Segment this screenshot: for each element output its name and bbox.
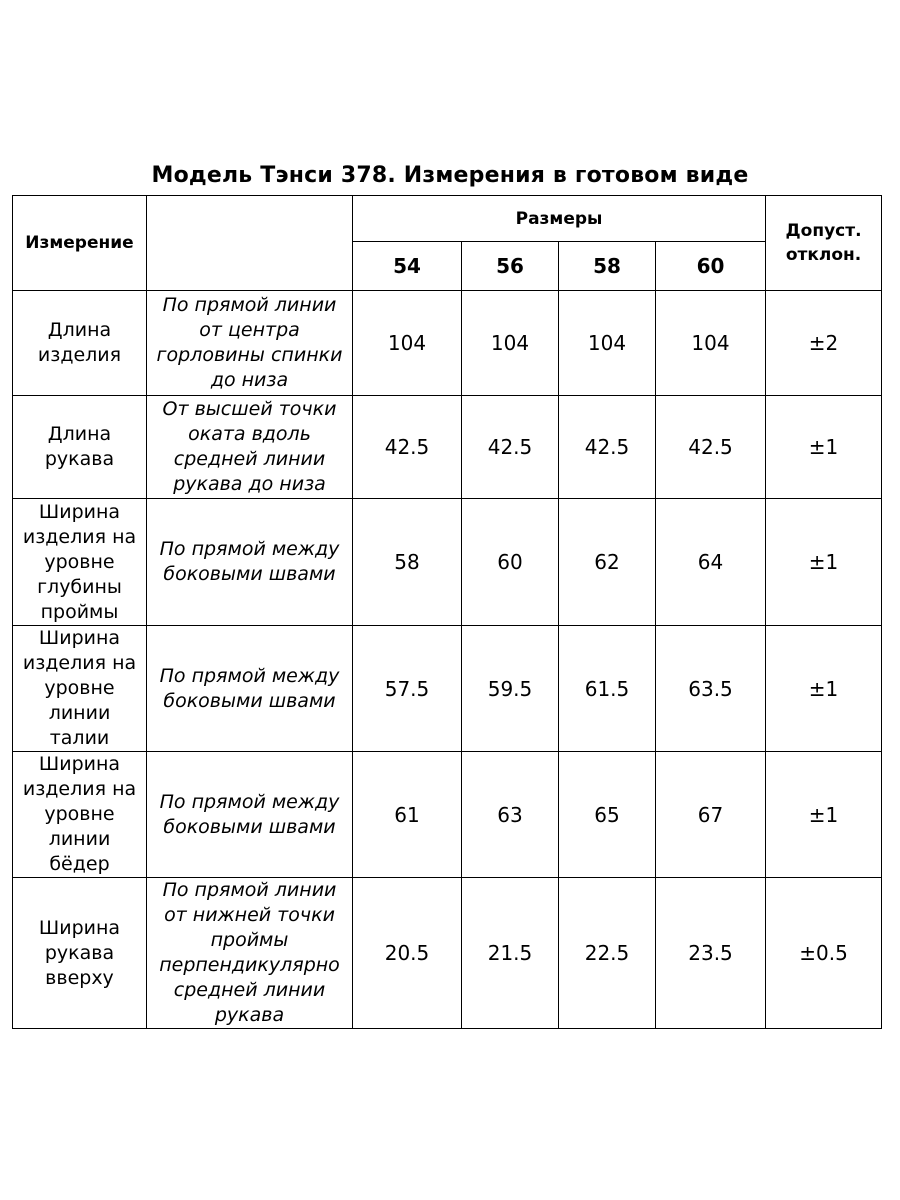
header-measurement: Измерение <box>13 196 147 291</box>
header-description <box>147 196 353 291</box>
header-tolerance-line1: Допуст. <box>785 221 862 241</box>
measurement-name-line: изделия на <box>22 652 137 674</box>
table-row <box>13 291 882 396</box>
size-value-54: 58 <box>353 499 462 626</box>
measurement-name-line: талии <box>49 727 110 749</box>
measurement-name <box>13 752 147 878</box>
size-value-54: 42.5 <box>353 396 462 499</box>
measurement-name-line: уровне <box>44 550 115 573</box>
measurement-description-line: оката вдоль <box>188 423 311 445</box>
measurement-name-line: линии <box>48 828 111 850</box>
tolerance-value: ±1 <box>766 752 882 878</box>
measurement-description-line: По прямой между <box>159 538 340 560</box>
measurement-name <box>13 396 147 499</box>
measurement-name <box>13 499 147 626</box>
table-row <box>13 626 882 752</box>
measurement-description-line: По прямой линии <box>162 879 337 901</box>
measurement-name-line: Ширина <box>38 916 121 939</box>
measurement-name-line: изделия <box>37 344 122 366</box>
measurement-description-line: от нижней точки <box>164 904 335 926</box>
size-value-58: 22.5 <box>559 878 656 1029</box>
table-row <box>13 752 882 878</box>
measurement-name-line: бёдер <box>49 853 110 875</box>
measurement-name-line: изделия на <box>22 525 137 548</box>
measurement-description <box>147 878 353 1029</box>
size-value-56: 60 <box>462 499 559 626</box>
measurement-name <box>13 626 147 752</box>
size-value-58: 65 <box>559 752 656 878</box>
size-value-58: 61.5 <box>559 626 656 752</box>
measurement-name <box>13 291 147 396</box>
header-size-60: 60 <box>656 242 766 291</box>
size-value-54: 104 <box>353 291 462 396</box>
header-sizes: Размеры <box>353 196 766 242</box>
size-value-56: 63 <box>462 752 559 878</box>
header-size-58: 58 <box>559 242 656 291</box>
header-tolerance <box>766 196 882 291</box>
table-row <box>13 499 882 626</box>
header-tolerance-line2: отклон. <box>785 245 862 265</box>
header-size-54: 54 <box>353 242 462 291</box>
header-size-56: 56 <box>462 242 559 291</box>
measurement-name-line: Длина <box>47 319 112 341</box>
tolerance-value: ±0.5 <box>766 878 882 1029</box>
size-value-58: 62 <box>559 499 656 626</box>
size-value-56: 59.5 <box>462 626 559 752</box>
measurement-name-line: рукава <box>44 941 115 964</box>
size-value-56: 104 <box>462 291 559 396</box>
measurement-description-line: горловины спинки <box>156 344 343 366</box>
measurement-name-line: Ширина <box>38 753 121 775</box>
measurement-description-line: перпендикулярно <box>159 954 340 976</box>
measurement-description <box>147 499 353 626</box>
table-row <box>13 396 882 499</box>
measurement-description-line: от центра <box>199 319 300 341</box>
measurement-description <box>147 291 353 396</box>
measurement-description <box>147 626 353 752</box>
measurement-name-line: глубины <box>37 575 122 598</box>
measurement-name-line: рукава <box>44 448 115 470</box>
measurement-description-line: проймы <box>210 929 289 951</box>
measurement-description-line: По прямой линии <box>162 294 337 316</box>
measurement-description-line: боковыми швами <box>163 815 336 838</box>
measurement-description-line: боковыми швами <box>163 689 336 712</box>
measurement-name <box>13 878 147 1029</box>
measurement-description-line: рукава <box>214 1004 285 1026</box>
size-value-60: 104 <box>656 291 766 396</box>
measurement-description-line: средней линии <box>173 448 326 470</box>
measurement-name-line: вверху <box>45 966 114 989</box>
table-body <box>13 291 882 1029</box>
size-value-58: 42.5 <box>559 396 656 499</box>
size-value-60: 42.5 <box>656 396 766 499</box>
measurement-name-line: Длина <box>47 423 112 445</box>
table-row <box>13 878 882 1029</box>
size-value-54: 57.5 <box>353 626 462 752</box>
size-value-54: 61 <box>353 752 462 878</box>
page-title: Модель Тэнси 378. Измерения в готовом виде <box>151 163 749 188</box>
tolerance-value: ±1 <box>766 396 882 499</box>
size-value-60: 64 <box>656 499 766 626</box>
size-value-60: 63.5 <box>656 626 766 752</box>
measurement-description <box>147 752 353 878</box>
measurement-description-line: средней линии <box>173 979 326 1001</box>
measurement-name-line: Ширина <box>38 627 121 649</box>
measurement-name-line: Ширина <box>38 500 121 523</box>
measurement-description-line: По прямой между <box>159 790 340 813</box>
measurement-description-line: боковыми швами <box>163 563 336 585</box>
measurement-name-line: проймы <box>40 600 119 623</box>
measurement-name-line: линии <box>48 702 111 724</box>
size-value-56: 42.5 <box>462 396 559 499</box>
tolerance-value: ±1 <box>766 499 882 626</box>
size-value-58: 104 <box>559 291 656 396</box>
measurement-name-line: уровне <box>44 677 115 699</box>
measurement-name-line: уровне <box>44 803 115 825</box>
size-value-56: 21.5 <box>462 878 559 1029</box>
measurement-description <box>147 396 353 499</box>
measurement-description-line: По прямой между <box>159 664 340 687</box>
measurements-table <box>12 195 882 1029</box>
size-value-60: 23.5 <box>656 878 766 1029</box>
tolerance-value: ±2 <box>766 291 882 396</box>
tolerance-value: ±1 <box>766 626 882 752</box>
size-value-54: 20.5 <box>353 878 462 1029</box>
measurement-name-line: изделия на <box>22 778 137 800</box>
measurement-description-line: рукава до низа <box>173 473 326 495</box>
measurement-description-line: до низа <box>210 369 289 391</box>
measurement-description-line: От высшей точки <box>162 398 337 420</box>
size-value-60: 67 <box>656 752 766 878</box>
